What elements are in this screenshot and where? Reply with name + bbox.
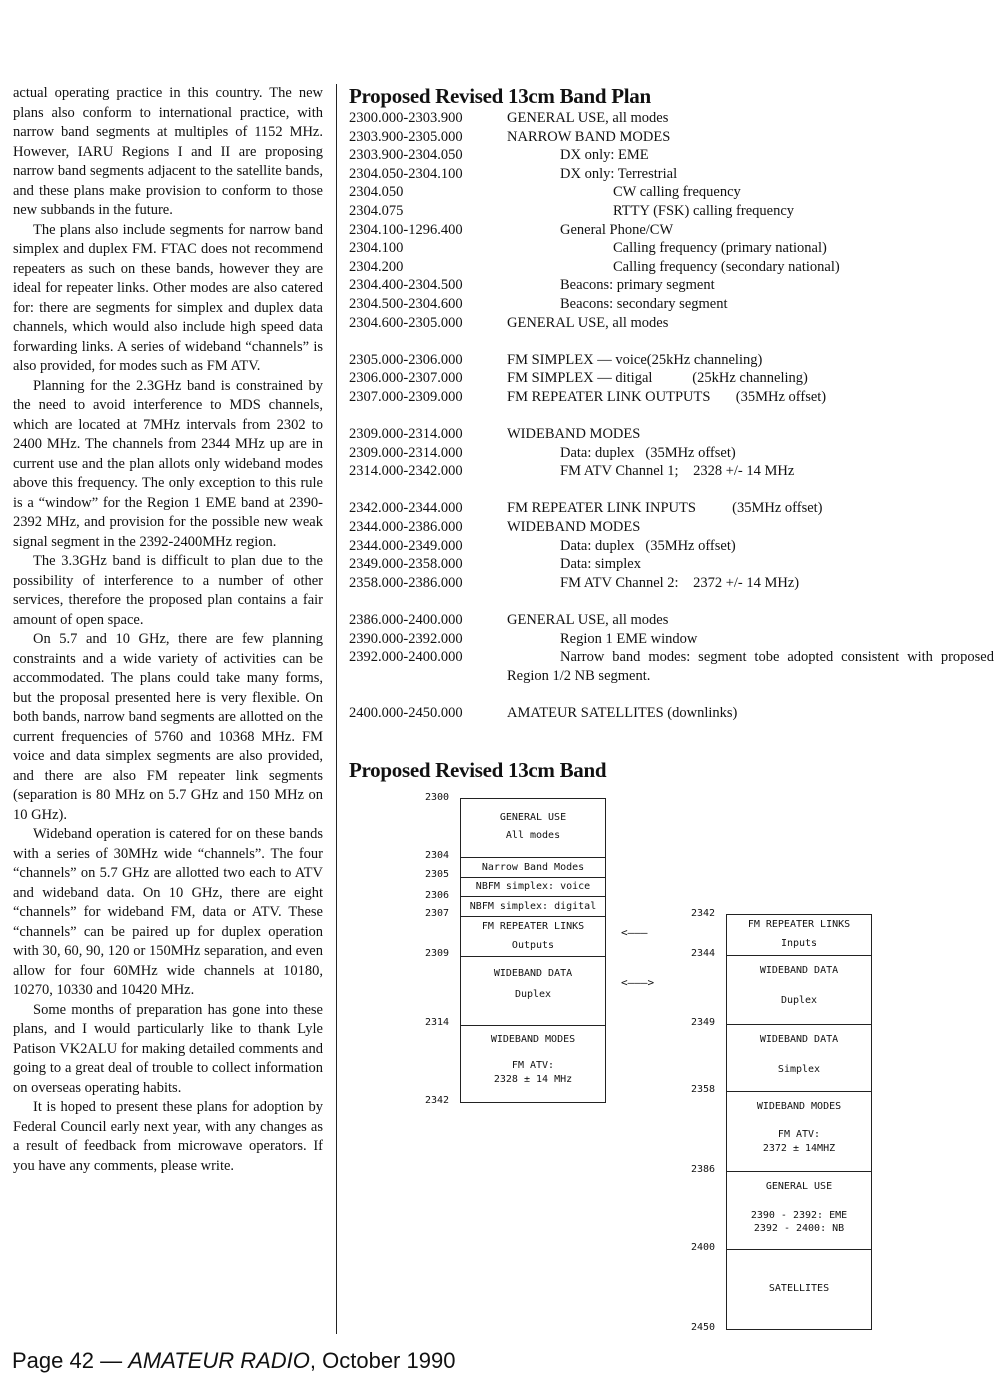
plan-row xyxy=(349,388,994,407)
plan-range: 2304.100-1296.400 xyxy=(349,221,463,238)
tick-label: 2386 xyxy=(691,1164,716,1175)
tick-label: 2358 xyxy=(691,1084,716,1095)
plan-desc: Beacons: primary segment xyxy=(560,277,715,294)
plan-desc: Data: duplex (35MHz offset) xyxy=(560,537,736,554)
plan-desc: WIDEBAND MODES xyxy=(507,519,641,536)
plan-range: 2304.600-2305.000 xyxy=(349,314,463,331)
plan-range: 2304.050 xyxy=(349,184,404,201)
arrow-left: <——— xyxy=(621,926,648,939)
chart-title: Proposed Revised 13cm Band xyxy=(349,758,607,782)
tick-label: 2314 xyxy=(425,1017,450,1028)
tick-label: 2306 xyxy=(425,890,450,901)
arrow-double: <———> xyxy=(621,976,655,989)
plan-desc: FM SIMPLEX — voice(25kHz channeling) xyxy=(507,351,763,368)
plan-desc: DX only: Terrestrial xyxy=(560,165,678,182)
band-plan-table xyxy=(349,109,994,722)
plan-row xyxy=(349,295,994,314)
paragraph: The plans also include segments for narrow band simplex and duplex FM. FTAC does not recommend repeaters as such on these bands, however they are ideal for repeater links. Other modes are also catered for: there are segments for simplex and duplex data channels, which would also include high speed data forwarding links. A series of wideband “channels” is also provided, for modes such as FM ATV. xyxy=(13,221,323,374)
plan-desc: GENERAL USE, all modes xyxy=(507,110,669,126)
plan-desc: FM REPEATER LINK OUTPUTS (35MHz offset) xyxy=(507,388,827,405)
segment-narrow-band: Narrow Band Modes xyxy=(461,857,605,877)
tick-label: 2300 xyxy=(425,792,450,803)
segment-label: WIDEBAND DATA xyxy=(759,965,839,976)
plan-row xyxy=(349,369,994,388)
band-plan-title: Proposed Revised 13cm Band Plan xyxy=(349,84,651,108)
plan-row xyxy=(349,165,994,184)
plan-row xyxy=(349,630,994,649)
plan-desc: DX only: EME xyxy=(560,147,649,164)
segment-wideband-modes xyxy=(461,1025,605,1104)
tick-label: 2304 xyxy=(425,850,450,861)
plan-range: 2303.900-2305.000 xyxy=(349,128,463,145)
plan-range: 2390.000-2392.000 xyxy=(349,630,463,647)
plan-range: 2392.000-2400.000 xyxy=(349,649,463,666)
plan-row xyxy=(349,648,994,685)
segment-label: FM REPEATER LINKS xyxy=(747,919,851,930)
plan-range: 2349.000-2358.000 xyxy=(349,556,463,573)
footer-magazine: AMATEUR RADIO xyxy=(128,1348,310,1373)
band-plan-section xyxy=(349,84,994,722)
plan-row xyxy=(349,425,994,444)
tick-label: 2307 xyxy=(425,908,450,919)
plan-range: 2358.000-2386.000 xyxy=(349,574,463,591)
tick-label: 2400 xyxy=(691,1242,716,1253)
tick-label: 2309 xyxy=(425,948,450,959)
plan-desc: FM ATV Channel 1; 2328 +/- 14 MHz xyxy=(560,463,795,480)
tick-label: 2349 xyxy=(691,1017,716,1028)
plan-row xyxy=(349,221,994,240)
plan-row xyxy=(349,444,994,463)
plan-range: 2304.500-2304.600 xyxy=(349,295,463,312)
tick-label: 2305 xyxy=(425,869,450,880)
plan-desc: General Phone/CW xyxy=(560,221,674,238)
plan-desc: NARROW BAND MODES xyxy=(507,128,671,145)
plan-range: 2307.000-2309.000 xyxy=(349,388,463,405)
plan-desc: FM ATV Channel 2: 2372 +/- 14 MHz) xyxy=(560,574,800,591)
tick-label: 2344 xyxy=(691,948,716,959)
tick-label: 2450 xyxy=(691,1322,716,1333)
paragraph: actual operating practice in this country. The new plans also conform to international practice, with narrow band segments at multiples of 1152 MHz. However, IARU Regions I and II are proposing narrow band segments adjacent to the satellite bands, and these plans make provision to conform to those new subbands in the future. xyxy=(13,85,323,218)
segment-satellites: SATELLITES xyxy=(727,1249,871,1331)
plan-range: 2309.000-2314.000 xyxy=(349,444,463,461)
plan-desc: RTTY (FSK) calling frequency xyxy=(613,202,795,219)
plan-desc: Narrow band modes: segment tobe adopted consistent with proposed Region 1/2 NB segment. xyxy=(507,649,994,684)
plan-row xyxy=(349,146,994,165)
segment-label: GENERAL USE xyxy=(765,1181,833,1192)
paragraph: Some months of preparation has gone into these plans, and I would particularly like to thank Lyle Patison VK2ALU for making detailed comments and going to a great deal of trouble to collect information on overseas operating habits. xyxy=(13,1001,323,1096)
plan-row xyxy=(349,518,994,537)
plan-desc: AMATEUR SATELLITES (downlinks) xyxy=(507,704,738,721)
page-footer xyxy=(12,1348,455,1374)
segment-wideband-modes xyxy=(727,1091,871,1171)
segment-label: WIDEBAND DATA xyxy=(759,1034,839,1045)
plan-row xyxy=(349,704,994,723)
segment-label: Inputs xyxy=(780,938,818,949)
segment-label: 2390 - 2392: EME xyxy=(750,1210,848,1221)
plan-range: 2306.000-2307.000 xyxy=(349,370,463,387)
footer-date: , October 1990 xyxy=(309,1348,456,1373)
plan-row xyxy=(349,351,994,370)
segment-label: 2328 ± 14 MHz xyxy=(493,1074,573,1085)
paragraph: On 5.7 and 10 GHz, there are few planning constraints and a wide variety of activities can be accommodated. The plans could take many forms, but the proposal presented here is very flexible. On both bands, narrow band segments are allotted on the current frequencies of 5760 and 10368 MHz. FM voice and data simplex segments are also provided, and there are also FM repeater link segments (separation is 80 MHz on 5.7 GHz and 150 MHz on 10 GHz). xyxy=(13,631,323,823)
column-divider xyxy=(336,84,337,1334)
plan-range: 2386.000-2400.000 xyxy=(349,612,463,629)
segment-label: Duplex xyxy=(514,989,552,1000)
plan-row xyxy=(349,314,994,333)
plan-row xyxy=(349,555,994,574)
segment-label: FM REPEATER LINKS xyxy=(481,921,585,932)
paragraph: Planning for the 2.3GHz band is constrained by the need to avoid interference to MDS channels, which are located at 7MHz intervals from 2302 to 2400 MHz. The channels from 2344 MHz up are in current use and the plan allots only wideband modes above this frequency. The only exception to this rule is a “window” for the Region 1 EME band at 2390-2392 MHz, and provision for the possible new weak signal segment in the 2392-2400MHz region. xyxy=(13,377,323,550)
plan-range: 2300.000-2303.900 xyxy=(349,110,463,126)
segment-label: 2372 ± 14MHZ xyxy=(762,1143,836,1154)
plan-range: 2344.000-2349.000 xyxy=(349,537,463,554)
plan-range: 2314.000-2342.000 xyxy=(349,463,463,480)
plan-desc: FM SIMPLEX — ditigal (25kHz channeling) xyxy=(507,370,808,387)
plan-desc: CW calling frequency xyxy=(613,184,741,201)
plan-range: 2305.000-2306.000 xyxy=(349,351,463,368)
plan-row xyxy=(349,537,994,556)
segment-nbfm-voice: NBFM simplex: voice xyxy=(461,877,605,896)
plan-range: 2309.000-2314.000 xyxy=(349,426,463,443)
paragraph: Wideband operation is catered for on these bands with a series of 30MHz wide “channels”. The four “channels” on 5.7 GHz are allotted two each to ATV and wideband data. On 10 GHz, there are eight “channels” for wideband FM, data or ATV. These “channels” can be paired up for duplex operation with 30, 60, 90, 120 or 150MHz separation, and even allow for four 60MHz wide channels at 10180, 10270, 10330 and 10420 MHz. xyxy=(13,826,323,998)
plan-row xyxy=(349,128,994,147)
plan-range: 2304.200 xyxy=(349,258,404,275)
plan-range: 2303.900-2304.050 xyxy=(349,147,463,164)
plan-row xyxy=(349,183,994,202)
tick-label: 2342 xyxy=(425,1095,450,1106)
plan-desc: GENERAL USE, all modes xyxy=(507,314,669,331)
footer-page: Page 42 — xyxy=(12,1348,129,1373)
segment-nbfm-digital: NBFM simplex: digital xyxy=(461,896,605,916)
plan-row xyxy=(349,109,994,128)
segment-label: WIDEBAND MODES xyxy=(756,1101,842,1112)
band-chart xyxy=(349,788,994,1338)
article-left-column xyxy=(13,84,323,1176)
right-band-box xyxy=(726,914,872,1330)
segment-label: Simplex xyxy=(777,1064,821,1075)
segment-label: Duplex xyxy=(780,995,818,1006)
segment-wideband-data-simplex xyxy=(727,1024,871,1091)
plan-row xyxy=(349,574,994,593)
segment-repeater-outputs xyxy=(461,916,605,956)
plan-desc: Data: simplex xyxy=(560,556,641,573)
plan-desc: Data: duplex (35MHz offset) xyxy=(560,444,736,461)
plan-row xyxy=(349,462,994,481)
plan-row xyxy=(349,499,994,518)
plan-row xyxy=(349,276,994,295)
segment-label: WIDEBAND DATA xyxy=(493,968,573,979)
segment-label: Outputs xyxy=(511,940,555,951)
plan-row xyxy=(349,611,994,630)
plan-desc: Calling frequency (primary national) xyxy=(613,240,827,257)
segment-label: GENERAL USE xyxy=(499,812,567,823)
plan-desc: WIDEBAND MODES xyxy=(507,426,641,443)
plan-row xyxy=(349,202,994,221)
plan-desc: FM REPEATER LINK INPUTS (35MHz offset) xyxy=(507,500,823,517)
plan-range: 2304.075 xyxy=(349,202,404,219)
plan-desc: Beacons: secondary segment xyxy=(560,295,728,312)
plan-desc: Region 1 EME window xyxy=(560,630,698,647)
plan-desc: Calling frequency (secondary national) xyxy=(613,258,840,275)
plan-range: 2344.000-2386.000 xyxy=(349,519,463,536)
segment-general-use xyxy=(461,799,605,857)
segment-label: WIDEBAND MODES xyxy=(490,1034,576,1045)
segment-wideband-data-duplex xyxy=(727,955,871,1024)
segment-wideband-data xyxy=(461,956,605,1025)
tick-label: 2342 xyxy=(691,908,716,919)
segment-label: 2392 - 2400: NB xyxy=(753,1223,845,1234)
left-band-box xyxy=(460,798,606,1103)
paragraph: It is hoped to present these plans for adoption by Federal Council early next year, with any changes as a result of feedback from microwave operators. If you have any comments, please write. xyxy=(13,1099,323,1174)
segment-label: FM ATV: xyxy=(511,1060,555,1071)
segment-label: FM ATV: xyxy=(777,1129,821,1140)
plan-range: 2304.050-2304.100 xyxy=(349,165,463,182)
plan-range: 2342.000-2344.000 xyxy=(349,500,463,517)
plan-range: 2400.000-2450.000 xyxy=(349,704,463,721)
segment-general-use xyxy=(727,1171,871,1249)
plan-row xyxy=(349,258,994,277)
plan-row xyxy=(349,239,994,258)
plan-desc: GENERAL USE, all modes xyxy=(507,612,669,629)
plan-range: 2304.100 xyxy=(349,240,404,257)
paragraph: The 3.3GHz band is difficult to plan due to the possibility of interference to a number of other services, therefore the proposed plan contains a fair amount of open space. xyxy=(13,553,323,628)
segment-repeater-inputs xyxy=(727,915,871,955)
segment-label: All modes xyxy=(505,830,561,841)
plan-range: 2304.400-2304.500 xyxy=(349,277,463,294)
